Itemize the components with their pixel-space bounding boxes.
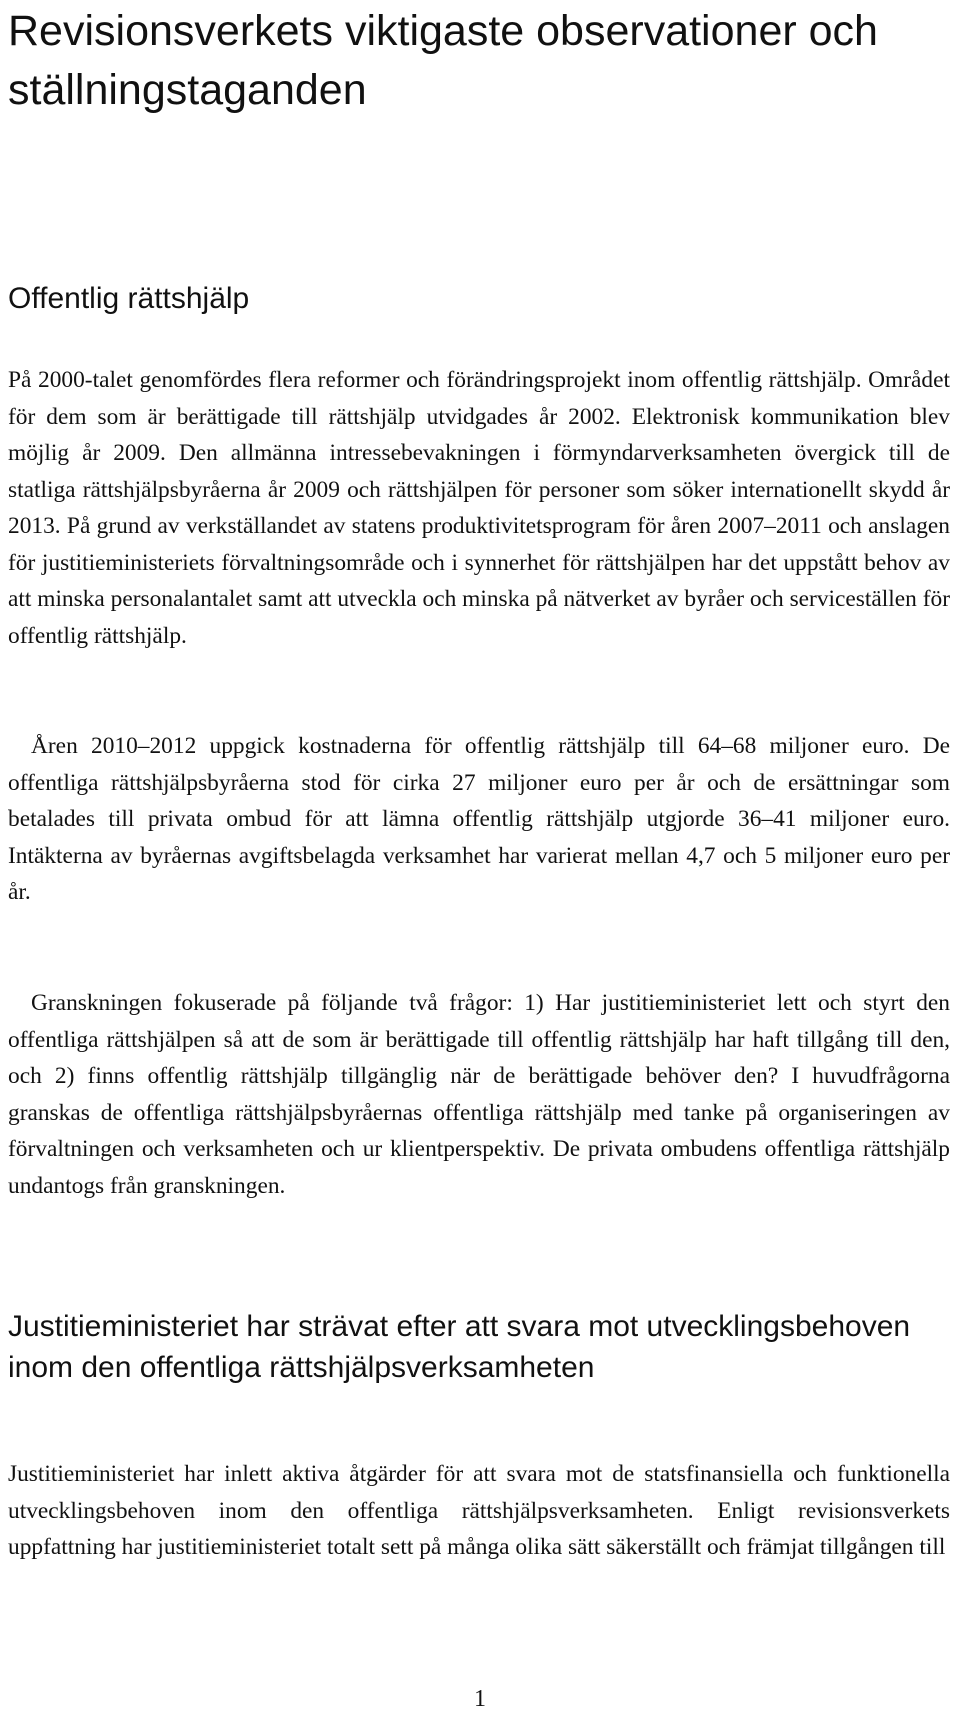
section-heading-offentlig-rattshjalp: Offentlig rättshjälp [8,282,250,315]
page-title: Revisionsverkets viktigaste observationer och ställningstaganden [8,7,878,114]
paragraph-ministry-measures: Justitieministeriet har inlett aktiva åtgärder för att svara mot de statsfinansiella och funktionella utvecklingsbehoven inom den offentliga rättshjälpsverksamheten. Enligt revisionsverkets uppfattning har justitieministeriet totalt sett på många olika sätt säkerställt och främjat tillgången till [8,1461,950,1560]
page-number: 1 [474,1686,486,1712]
paragraph-costs: Åren 2010–2012 uppgick kostnaderna för offentlig rättshjälp till 64–68 miljoner euro. De offentliga rättshjälpsbyråerna stod för cirka 27 miljoner euro per år och de ersättningar som betalades till privata ombud för att lämna offentlig rättshjälp utgjorde 36–41 miljoner euro. Intäkterna av byråernas avgiftsbelagda verksamhet har varierat mellan 4,7 och 5 miljoner euro per år. [8,733,950,905]
paragraph-audit-questions: Granskningen fokuserade på följande två frågor: 1) Har justitieministeriet lett och styrt den offentliga rättshjälpen så att de som är berättigade till offentlig rättshjälp har haft tillgång till den, och 2) finns offentlig rättshjälp tillgänglig när de berättigade behöver den? I huvudfrågorna granskas de offentliga rättshjälpsbyråernas offentliga rättshjälp med tanke på organiseringen av förvaltningen och verksamheten och ur klientperspektiv. De privata ombudens offentliga rättshjälp undantogs från granskningen. [8,990,950,1199]
paragraph-reforms: På 2000-talet genomfördes flera reformer och förändringsprojekt inom offentlig rättshjälp. Området för dem som är berättigade till rättshjälp utvidgades år 2002. Elektronisk kommunikation blev möjlig år 2009. Den allmänna intressebevakningen i förmyndarverksamheten övergick till de statliga rättshjälpsbyråerna år 2009 och rättshjälpen för personer som söker internationellt skydd år 2013. På grund av verkställandet av statens produktivitetsprogram för åren 2007–2011 och anslagen för justitieministeriets förvaltningsområde och i synnerhet för rättshjälpen har det uppstått behov av att minska personalantalet samt att utveckla och minska på nätverket av byråer och serviceställen för offentlig rättshjälp. [8,367,950,649]
section-heading-justitieministeriet: Justitieministeriet har strävat efter att svara mot utvecklingsbehoven inom den offentliga rättshjälpsverksamheten [8,1310,911,1384]
